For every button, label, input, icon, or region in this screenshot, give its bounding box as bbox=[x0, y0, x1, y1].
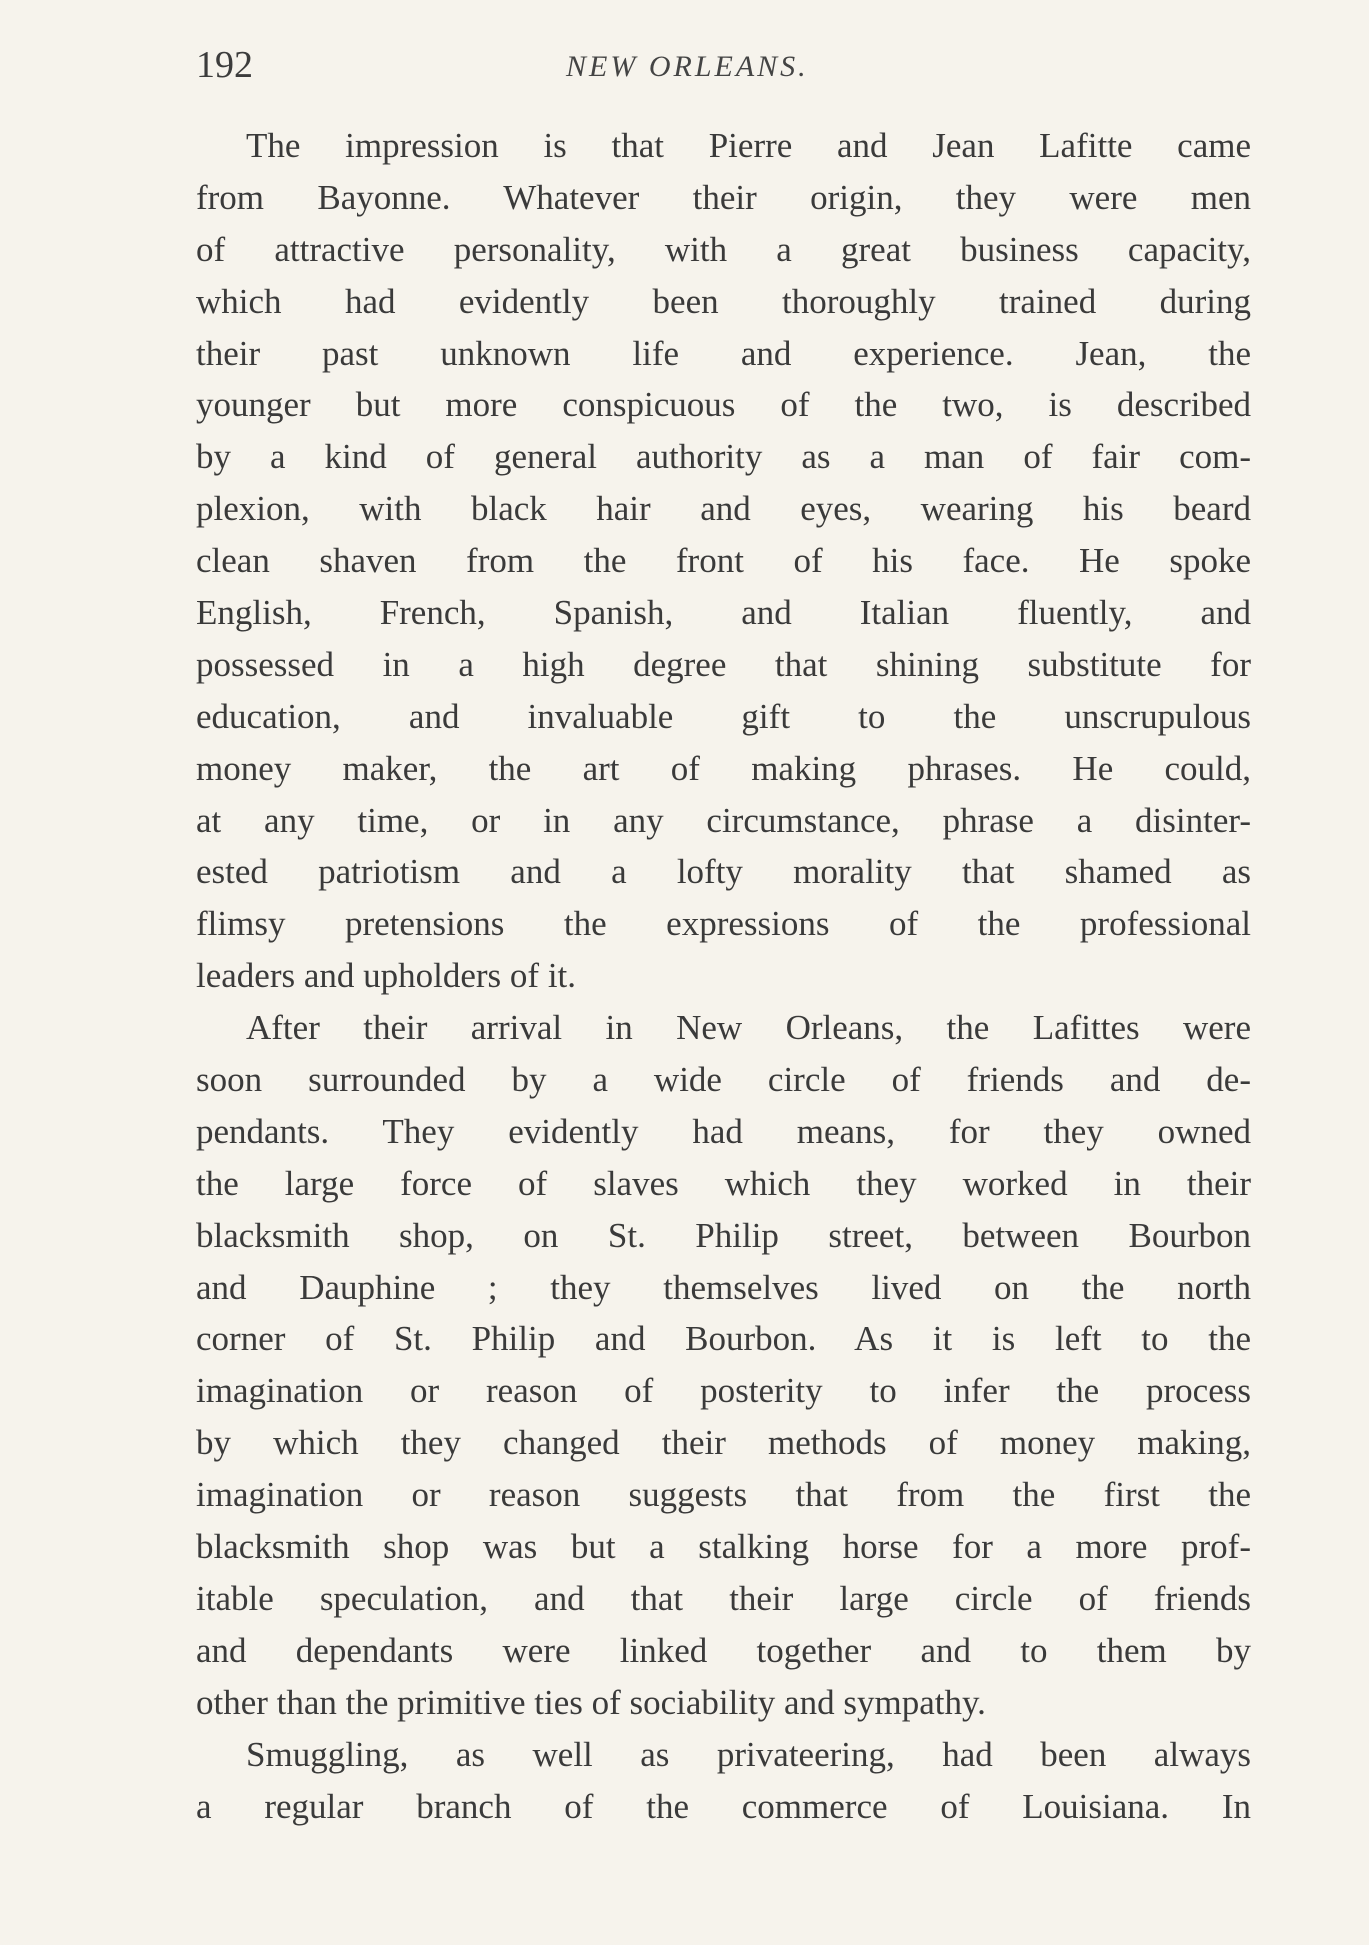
paragraph bbox=[196, 120, 1251, 1002]
text-line: imagination or reason of posterity to infer the process bbox=[196, 1371, 1251, 1411]
text-line: other than the primitive ties of sociability and sympathy. bbox=[196, 1682, 986, 1722]
running-title: NEW ORLEANS. bbox=[566, 50, 809, 83]
text-line: the large force of slaves which they worked in their bbox=[196, 1163, 1251, 1203]
text-line: and Dauphine ; they themselves lived on the north bbox=[196, 1267, 1251, 1307]
text-line: pendants. They evidently had means, for they owned bbox=[196, 1111, 1251, 1151]
text-line: blacksmith shop was but a stalking horse for a more prof- bbox=[196, 1527, 1251, 1567]
text-line: English, French, Spanish, and Italian fluently, and bbox=[196, 593, 1251, 633]
text-line: Smuggling, as well as privateering, had been always bbox=[246, 1734, 1251, 1774]
text-line: clean shaven from the front of his face. He spoke bbox=[196, 541, 1251, 581]
text-line: and dependants were linked together and to them by bbox=[196, 1630, 1251, 1670]
text-line: at any time, or in any circumstance, phrase a disinter- bbox=[196, 800, 1251, 840]
text-line: education, and invaluable gift to the unscrupulous bbox=[196, 696, 1251, 736]
body-text bbox=[196, 120, 1251, 1832]
text-line: possessed in a high degree that shining substitute for bbox=[196, 644, 1251, 684]
text-line: a regular branch of the commerce of Louisiana. In bbox=[196, 1786, 1251, 1826]
text-line: imagination or reason suggests that from the first the bbox=[196, 1475, 1251, 1515]
text-line: After their arrival in New Orleans, the Lafittes were bbox=[246, 1008, 1251, 1048]
page-number: 192 bbox=[196, 44, 253, 86]
text-line: from Bayonne. Whatever their origin, they were men bbox=[196, 177, 1251, 217]
text-line: The impression is that Pierre and Jean Lafitte came bbox=[246, 126, 1251, 165]
paragraph bbox=[196, 1002, 1251, 1728]
paragraph bbox=[196, 1729, 1251, 1833]
text-line: ested patriotism and a lofty morality that shamed as bbox=[196, 852, 1251, 892]
text-line: itable speculation, and that their large circle of friends bbox=[196, 1578, 1251, 1618]
text-line: blacksmith shop, on St. Philip street, between Bourbon bbox=[196, 1215, 1251, 1255]
text-line: their past unknown life and experience. Jean, the bbox=[196, 333, 1251, 373]
text-line: by which they changed their methods of money making, bbox=[196, 1423, 1251, 1463]
text-line: soon surrounded by a wide circle of friends and de- bbox=[196, 1060, 1251, 1100]
text-line: by a kind of general authority as a man of fair com- bbox=[196, 437, 1251, 477]
text-line: which had evidently been thoroughly trained during bbox=[196, 281, 1251, 321]
running-head bbox=[196, 40, 1251, 90]
text-line: flimsy pretensions the expressions of the professional bbox=[196, 904, 1251, 944]
text-line: younger but more conspicuous of the two, is described bbox=[196, 385, 1251, 425]
text-line: of attractive personality, with a great business capacity, bbox=[196, 229, 1251, 269]
text-line: leaders and upholders of it. bbox=[196, 956, 577, 996]
text-line: money maker, the art of making phrases. He could, bbox=[196, 748, 1251, 788]
text-line: plexion, with black hair and eyes, wearing his beard bbox=[196, 489, 1251, 529]
text-line: corner of St. Philip and Bourbon. As it is left to the bbox=[196, 1319, 1251, 1359]
